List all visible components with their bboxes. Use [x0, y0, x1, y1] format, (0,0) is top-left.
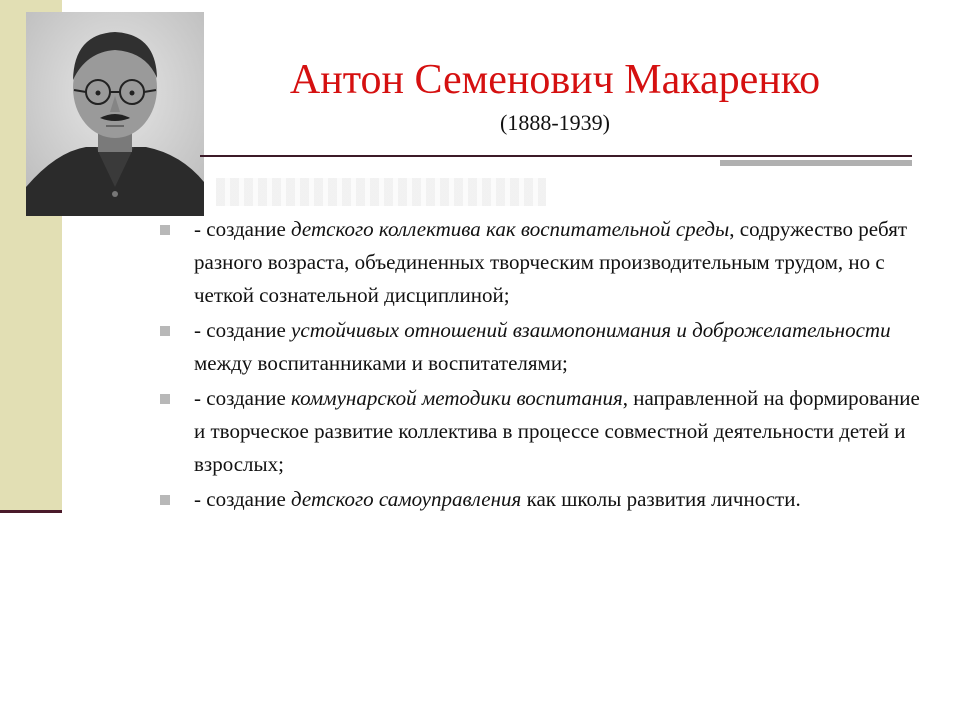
life-years: (1888-1939)	[500, 110, 610, 135]
square-bullet-icon	[160, 394, 170, 404]
left-band-rule	[0, 510, 62, 513]
bullet-list	[158, 213, 928, 518]
bullet-text-plain: , направленной на формирование и творческое развитие коллектива в процессе совместной деятельности детей и взрослых;	[194, 386, 920, 476]
portrait-photo	[26, 12, 204, 216]
list-item	[158, 382, 928, 481]
bullet-text-plain: - создание	[194, 217, 292, 241]
list-item	[158, 314, 928, 380]
square-bullet-icon	[160, 495, 170, 505]
square-bullet-icon	[160, 326, 170, 336]
list-item	[158, 483, 928, 516]
square-bullet-icon	[160, 225, 170, 235]
page-title: Антон Семенович Макаренко	[289, 57, 821, 103]
bullet-text-plain: - создание	[194, 318, 292, 342]
title-divider	[200, 155, 912, 157]
bullet-text-italic: детского самоуправления	[291, 487, 522, 511]
bullet-text-plain: , содружество ребят разного возраста, объединенных творческим производительным трудом, но с четкой сознательной дисциплиной;	[194, 217, 908, 307]
bullet-text-plain: между воспитанниками и воспитателями;	[194, 351, 568, 375]
bullet-text-italic: детского коллектива как воспитательной среды	[291, 217, 730, 241]
bullet-text-italic: коммунарской методики воспитания	[291, 386, 623, 410]
bullet-text-plain: - создание	[194, 487, 292, 511]
bullet-text-italic: устойчивых отношений взаимопонимания и доброжелательности	[291, 318, 891, 342]
list-item	[158, 213, 928, 312]
title-divider-accent	[720, 160, 912, 166]
bullet-text-plain: как школы развития личности.	[521, 487, 801, 511]
portrait-photo-icon	[26, 12, 204, 216]
faded-text-artifact	[216, 178, 546, 206]
bullet-text-plain: - создание	[194, 386, 292, 410]
